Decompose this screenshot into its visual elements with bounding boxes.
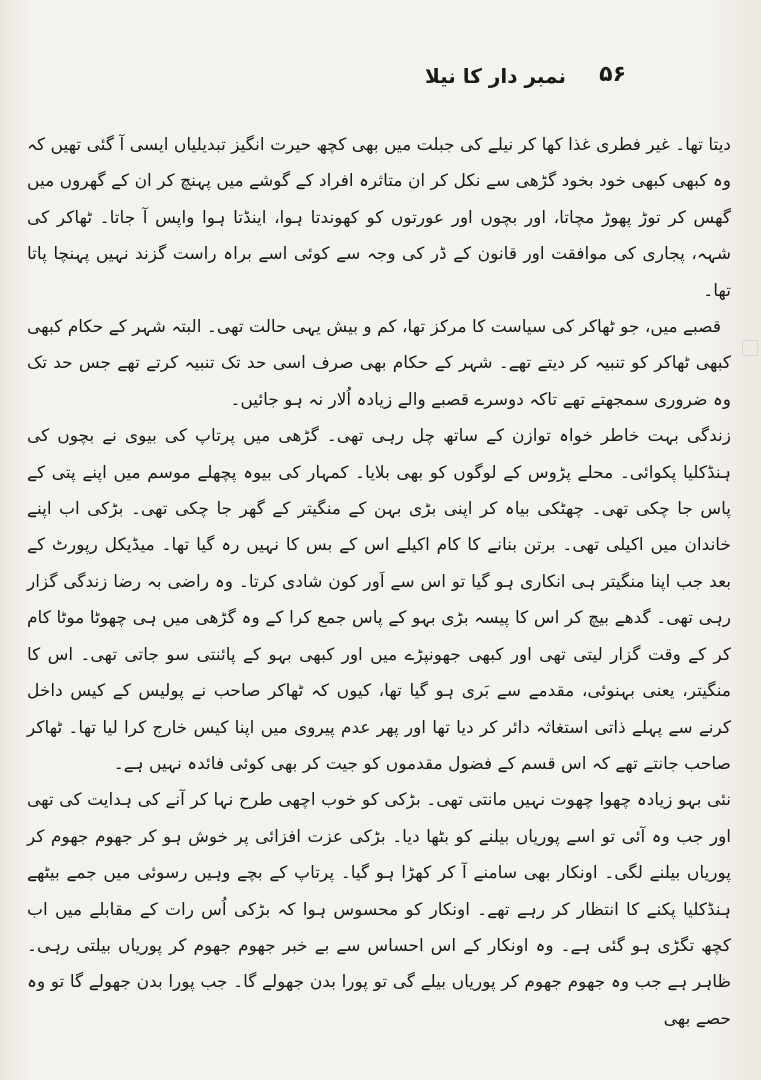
margin-stamp-mark	[742, 340, 758, 356]
page-header	[30, 60, 731, 100]
running-title: نمبر دار کا نیلا	[424, 64, 566, 88]
paragraph-2: قصبے میں، جو ٹھاکر کی سیاست کا مرکز تھا، کم و بیش یہی حالت تھی۔ البتہ شہر کے حکام کبھی کبھی ٹھاکر کو تنبیہ کر دیتے تھے۔ شہر کے حکام بھی صرف اسی حد تک تنبیہ کرتے تھے جس حد تک وہ ضروری سمجھتے تھے تاکہ دوسرے قصبے والے زیادہ اُلار نہ ہو جائیں۔	[27, 317, 731, 410]
paragraph-3: زندگی بہت خاطر خواہ توازن کے ساتھ چل رہی تھی۔ گڑھی میں پرتاپ کی بیوی نے بچوں کی ہنڈکلیا پکوائی۔ محلے پڑوس کے لوگوں کو بھی بلایا۔ کمہار کی بیوہ پچھلے موسم میں اپنے پتی کے پاس جا چکی تھی۔ چھٹکی بیاہ کر اپنی بڑی بہن کے منگیتر کے گھر جا چکی تھی۔ بڑکی اب اپنے خاندان میں اکیلی تھی۔ برتن بنانے کا کام اکیلے اس کے بس کا نہیں رہ گیا تھا۔ میڈیکل رپورٹ کے بعد جب اپنا منگیتر ہی انکاری ہو گیا تو اس سے اَور کون شادی کرتا۔ وہ راضی بہ رضا زندگی گزار رہی تھی۔ گدھے بیچ کر اس کا پیسہ بڑی بہو کے پاس جمع کرا کے وہ گڑھی میں ہی چھوٹا موٹا کام کر کے وقت گزار لیتی تھی اور کبھی جھونپڑے میں اور کبھی بہو کے پائنتی سو جاتی تھی۔ اس کا منگیتر، یعنی بہنوئی، مقدمے سے بَری ہو گیا تھا، کیوں کہ ٹھاکر صاحب نے پولیس کے کیس داخل کرنے سے پہلے ذاتی استغاثہ دائر کر دیا تھا اور پھر عدم پیروی میں اپنا کیس خارج کرا لیا تھا۔ ٹھاکر صاحب جانتے تھے کہ اس قسم کے فضول مقدموں کو جیت کر بھی کوئی فائدہ نہیں ہے۔	[27, 426, 731, 774]
page-number: ۵۶	[599, 62, 626, 87]
paragraph-4: نئی بہو زیادہ چھوا چھوت نہیں مانتی تھی۔ بڑکی کو خوب اچھی طرح نہا کر آنے کی ہدایت کی تھی اور جب وہ آئی تو اسے پوریاں بیلنے کو بٹھا دیا۔ بڑکی عزت افزائی پر خوش ہو کر جھوم جھوم کر پوریاں بیلنے لگی۔ اونکار بھی سامنے آ کر کھڑا ہو گیا۔ پرتاپ کے بچے وہیں رسوئی میں جمے بیٹھے ہنڈکلیا پکنے کا انتظار کر رہے تھے۔ اونکار کو محسوس ہوا کہ بڑکی اُس رات کے مقابلے میں اب کچھ تگڑی ہو گئی ہے۔ وہ اونکار کے اس احساس سے بے خبر جھوم جھوم کر پوریاں بیلتی رہی۔ ظاہر ہے جب وہ جھوم جھوم کر پوریاں بیلے گی تو پورا بدن جھولے گا۔ جب پورا بدن جھولے گا تو وہ حصے بھی	[27, 790, 731, 1029]
paragraph-1: دیتا تھا۔ غیر فطری غذا کھا کر نیلے کی جبلت میں بھی کچھ حیرت انگیز تبدیلیاں ایسی آ گئی تھیں کہ وہ کبھی کبھی خود بخود گڑھی سے نکل کر ان متاثرہ افراد کے گوشے میں پہنچ کر ان کے گھروں میں گھس کر توڑ پھوڑ مچاتا، اور بچوں اور عورتوں کو کھوندتا ہوا، اینڈتا ہوا واپس آ جاتا۔ ٹھاکر کی شہہ، پجاری کی موافقت اور قانون کے ڈر کی وجہ سے کوئی اسے براہ راست گزند نہیں پہنچا پاتا تھا۔	[27, 135, 731, 301]
body-text	[27, 127, 731, 1037]
